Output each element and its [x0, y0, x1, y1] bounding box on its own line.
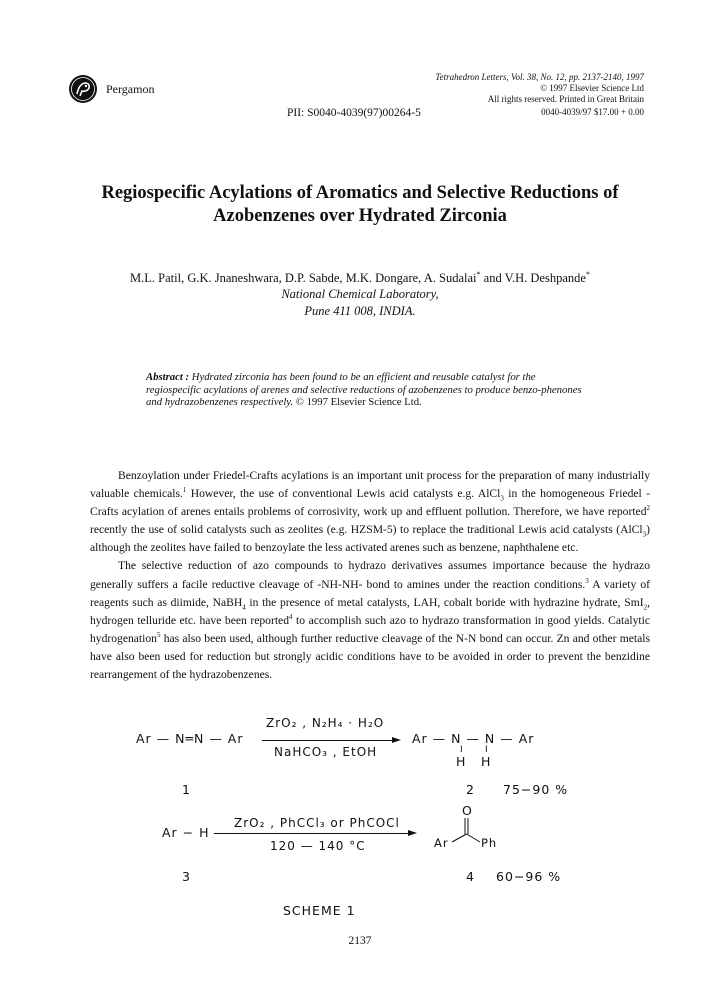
- corresponding-mark-1: *: [476, 270, 481, 279]
- arene-formula: Ar − H: [162, 825, 210, 840]
- reference-mark: 4: [289, 612, 293, 621]
- compound-label-2: 2: [466, 782, 475, 797]
- authors-part-2: and V.H. Deshpande: [480, 271, 586, 286]
- affiliation-line-2: Pune 411 008, INDIA.: [304, 304, 416, 318]
- hydrogen-2: H: [481, 754, 492, 769]
- text-span: in the presence of metal catalysts, LAH, cobalt boride with hydrazine hydrate, SmI: [245, 595, 644, 609]
- journal-citation: Tetrahedron Letters, Vol. 38, No. 12, pp. 2137-2140, 1997: [435, 72, 644, 82]
- compound-label-4: 4: [466, 869, 475, 884]
- text-span: However, the use of conventional Lewis acid catalysts e.g. AlCl: [186, 487, 501, 501]
- title-line-1: Regiospecific Acylations of Aromatics and Selective Reductions of: [101, 183, 619, 203]
- authors-part-1: M.L. Patil, G.K. Jnaneshwara, D.P. Sabde, M.K. Dongare, A. Sudalai: [130, 271, 477, 286]
- yield-4: 60−96 %: [496, 869, 562, 884]
- reagents-above-arrow-1: ZrO₂ , N₂H₄ · H₂O: [266, 716, 385, 730]
- subscript: 3: [642, 530, 647, 539]
- text-span: in the homogeneous Friedel - Crafts acylation of arenes entails problems of corrosivity, work up and effluent pollution. Therefore, we have reported: [90, 487, 650, 519]
- price-line: 0040-4039/97 $17.00 + 0.00: [541, 107, 644, 117]
- reference-mark: 2: [646, 504, 650, 513]
- article-title: [60, 182, 660, 228]
- hydrazobenzene-formula: Ar — N — N — Ar: [412, 731, 535, 746]
- copyright-line: © 1997 Elsevier Science Ltd: [540, 83, 644, 93]
- reference-mark: 5: [156, 630, 161, 639]
- affiliation: [60, 286, 660, 320]
- ketone-phenyl: Ph: [481, 836, 498, 850]
- hydrogen-1: H: [456, 754, 467, 769]
- text-span: The selective reduction of azo compounds to hydrazo derivatives assumes importance because the hydrazo generally suffers a facile reductive cleavage of -NH-NH- bond to amines under the reaction conditions.: [90, 559, 650, 591]
- text-span: A variety of reagents such as diimide, NaBH: [90, 577, 650, 609]
- ketone-oxygen: O: [462, 803, 473, 818]
- paragraph-2: [90, 557, 650, 684]
- subscript: 4: [242, 602, 246, 611]
- text-span: ) although the zeolites have failed to benzoylate the less activated arenes such as benzene, naphthalene etc.: [90, 523, 650, 555]
- reference-mark: 1: [182, 486, 187, 495]
- reagents-below-arrow-1: NaHCO₃ , EtOH: [274, 745, 378, 759]
- ketone-aryl: Ar: [434, 836, 449, 850]
- paragraph-1: [90, 467, 650, 557]
- bond-bar-1: I: [460, 745, 464, 755]
- text-span: Benzoylation under Friedel-Crafts acylations is an important unit process for the preparation of many industrially valuable chemicals.: [90, 469, 650, 501]
- text-span: to accomplish such azo to hydrazo transformation in good yields. Catalytic hydrogenation: [90, 613, 651, 645]
- publisher-name: Pergamon: [106, 82, 155, 96]
- conditions-below-arrow-2: 120 — 140 °C: [270, 839, 366, 853]
- title-line-2: Azobenzenes over Hydrated Zirconia: [213, 206, 507, 226]
- body-text: [90, 467, 650, 684]
- abstract: [146, 371, 586, 409]
- journal-info: [435, 72, 644, 105]
- reaction-arrow-1: [262, 740, 394, 741]
- publisher-logo-icon: [68, 74, 98, 104]
- rights-line: All rights reserved. Printed in Great Britain: [487, 94, 644, 104]
- reaction-arrow-2: [214, 833, 410, 834]
- scheme-caption: SCHEME 1: [283, 903, 356, 918]
- corresponding-mark-2: *: [585, 270, 590, 279]
- page-number: 2137: [348, 935, 372, 947]
- subscript: 3: [500, 494, 504, 503]
- text-span: recently the use of solid catalysts such as zeolites (e.g. HZSM-5) to replace the traditional Lewis acid catalysts (AlCl: [90, 523, 643, 537]
- yield-2: 75−90 %: [503, 782, 569, 797]
- reagents-above-arrow-2: ZrO₂ , PhCCl₃ or PhCOCl: [234, 816, 400, 830]
- pii-identifier: PII: S0040-4039(97)00264-5: [287, 107, 421, 119]
- azobenzene-formula: Ar — N═N — Ar: [136, 731, 244, 746]
- bond-bar-2: I: [485, 745, 489, 755]
- abstract-text: Hydrated zirconia has been found to be an efficient and reusable catalyst for the regiospecific acylations of arenes and selective reductions of azobenzenes to produce benzo-phenones and hydrazobenzenes respectively.: [146, 371, 582, 408]
- subscript: 2: [643, 602, 648, 611]
- affiliation-line-1: National Chemical Laboratory,: [281, 287, 439, 301]
- authors: [60, 270, 660, 286]
- compound-label-1: 1: [182, 782, 191, 797]
- arrowhead-2-icon: [408, 830, 417, 836]
- text-span: , hydrogen telluride etc. have been reported: [90, 595, 651, 627]
- text-span: has also been used, although further reductive cleavage of the N-N bond can occur. Zn and other metals have also been used for reduction but strongly acidic conditions have to be avoided in order to prevent the benzidine rearrangement of the hydrazobenzenes.: [90, 631, 650, 682]
- arrowhead-1-icon: [392, 737, 401, 743]
- abstract-label: Abstract :: [146, 371, 190, 383]
- abstract-copyright: © 1997 Elsevier Science Ltd.: [293, 396, 422, 408]
- reference-mark: 3: [585, 576, 589, 585]
- compound-label-3: 3: [182, 869, 191, 884]
- reaction-scheme: [0, 712, 720, 928]
